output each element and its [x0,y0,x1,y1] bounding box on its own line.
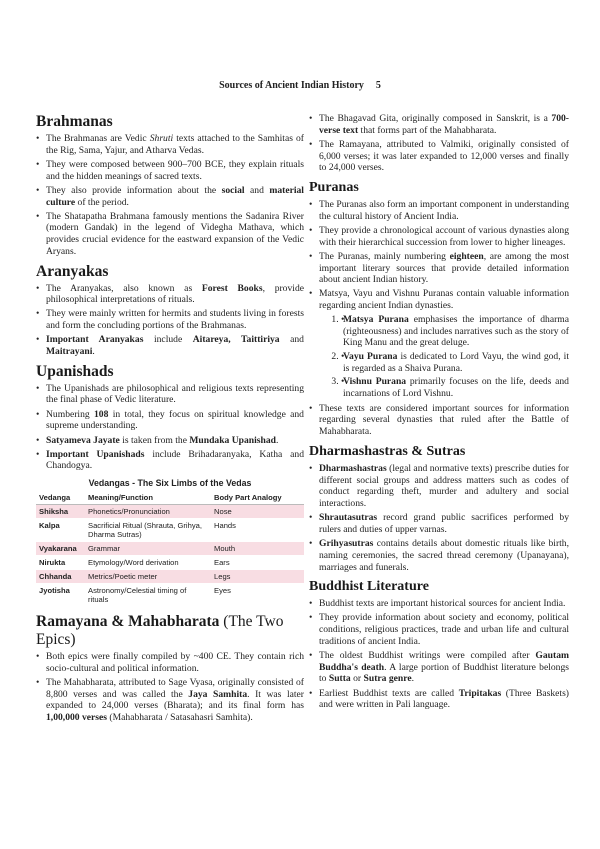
list-item: • Grihyasutras contains details about domestic rituals like birth, naming ceremonies, the sacred thread ceremony (Upanayana), marriages and funerals. [309,538,569,573]
table-cell: Legs [211,570,304,584]
page-number: 5 [375,80,381,91]
table-cell: Shiksha [36,505,85,519]
table-header-row [36,491,304,505]
table-cell: Eyes [211,584,304,607]
table-cell: Kalpa [36,519,85,542]
heading-puranas: Puranas [309,180,359,196]
column-header: Vedanga [36,491,85,505]
table-cell: Phonetics/Pronunciation [85,505,211,519]
list-item: • Buddhist texts are important historical sources for ancient India. [309,598,569,610]
section-dharmashastras [309,443,569,573]
running-header-title: Sources of Ancient Indian History [219,80,364,91]
column-header: Body Part Analogy [211,491,304,505]
table-cell: Ears [211,556,304,570]
list-aranyakas [36,283,304,358]
list-item: • The Ramayana, attributed to Valmiki, originally consisted of 6,000 verses; it was later expanded to 12,000 verses and finally to 24,000 verses. [309,139,569,174]
table-cell: Chhanda [36,570,85,584]
table-cell: Grammar [85,542,211,556]
list-brahmanas [36,133,304,258]
heading-epics: Ramayana & Mahabharata (The Two Epics) [36,613,284,649]
table-cell: Nirukta [36,556,85,570]
list-item: • Both epics were finally compiled by ~400 CE. They contain rich socio-cultural and political information. [36,651,304,674]
table-cell: Mouth [211,542,304,556]
section-brahmanas [36,113,304,258]
table-row [36,570,304,584]
section-aranyakas [36,263,304,358]
list-item: • These texts are considered important sources for information regarding several dynasties that ruled after the Battle of Mahabharata. [309,403,569,438]
list-item: • Shrautasutras record grand public sacrifices performed by rulers and duties of upper varnas. [309,512,569,535]
heading-upanishads: Upanishads [36,362,114,380]
table-row [36,584,304,607]
list-item: • They also provide information about the social and material culture of the period. [36,185,304,208]
table-cell: Etymology/Word derivation [85,556,211,570]
table-row [36,542,304,556]
list-item: • Important Aranyakas include Aitareya, Taittiriya and Maitrayani. [36,334,304,357]
list-upanishads [36,383,304,472]
list-item: • Earliest Buddhist texts are called Tripitakas (Three Baskets) and were written in Pali language. [309,688,569,711]
table-cell: Nose [211,505,304,519]
list-item: • The Aranyakas, also known as Forest Books, provide philosophical interpretations of rituals. [36,283,304,306]
list-item: • Matsya, Vayu and Vishnu Puranas contain valuable information regarding ancient Indian dynasties. • 1. Matsya Purana emphasises the importance of dharma (righteousness) and includes narratives such as the story of King Manu and the great deluge. • 2. Vayu Purana is dedicated to Lord Vayu, the wind god, it is regarded as a Shaiva Purana. • 3. Vishnu Purana primarily focuses on the life, deeds and incarnations of Lord Vishnu. [309,288,569,399]
numbered-item: • 1. Matsya Purana emphasises the importance of dharma (righteousness) and includes narratives such as the story of King Manu and the great deluge. [341,314,569,349]
section-epics [36,613,304,724]
list-item: • They were mainly written for hermits and students living in forests and form the concluding portions of the Brahmanas. [36,308,304,331]
numbered-item: • 2. Vayu Purana is dedicated to Lord Vayu, the wind god, it is regarded as a Shaiva Purana. [341,351,569,374]
table-cell: Jyotisha [36,584,85,607]
heading-buddhist: Buddhist Literature [309,579,429,595]
list-item: • The Bhagavad Gita, originally composed in Sanskrit, is a 700-verse text that forms part of the Mahabharata. [309,113,569,136]
right-column [309,113,569,716]
list-item: • Numbering 108 in total, they focus on spiritual knowledge and supreme understanding. [36,409,304,432]
left-column [36,113,304,729]
list-buddhist [309,598,569,711]
vedanga-table [36,491,304,607]
list-item: • The Upanishads are philosophical and religious texts representing the final phase of Vedic literature. [36,383,304,406]
vedanga-table-block [36,478,304,607]
list-item: • The oldest Buddhist writings were compiled after Gautam Buddha's death. A large portion of Buddhist literature belongs to Sutta or Sutra genre. [309,650,569,685]
list-item: • The Brahmanas are Vedic Shruti texts attached to the Samhitas of the Rig, Sama, Yajur, and Atharva Vedas. [36,133,304,156]
table-title: Vedangas - The Six Limbs of the Vedas [88,478,252,489]
list-item: • The Puranas, mainly numbering eighteen, are among the most important literary sources that provide detailed information about ancient Indian history. [309,251,569,286]
list-item: • Important Upanishads include Brihadaranyaka, Katha and Chandogya. [36,449,304,472]
column-header: Meaning/Function [85,491,211,505]
list-item: • The Mahabharata, attributed to Sage Vyasa, originally consisted of 8,800 verses and was called the Jaya Samhita. It was later expanded to 24,000 verses (Bharata); and its final form has 1,00,000 verses (Mahabharata / Satasahasri Samhita). [36,677,304,724]
list-epics-continued [309,113,569,174]
table-row [36,505,304,519]
table-row [36,519,304,542]
list-item: • They provide information about society and economy, political conditions, religious practices, trade and urban life and cultural traditions of ancient India. [309,612,569,647]
section-puranas [309,179,569,438]
list-epics [36,651,304,724]
running-header [0,80,600,91]
table-row [36,556,304,570]
section-upanishads [36,363,304,472]
numbered-item: • 3. Vishnu Purana primarily focuses on the life, deeds and incarnations of Lord Vishnu. [341,376,569,399]
heading-dharmashastras: Dharmashastras & Sutras [309,443,466,459]
list-item: • They were composed between 900–700 BCE, they explain rituals and the hidden meanings of sacred texts. [36,159,304,182]
list-item: • Satyameva Jayate is taken from the Mundaka Upanishad. [36,435,304,447]
table-cell: Vyakarana [36,542,85,556]
table-cell: Astronomy/Celestial timing of rituals [85,584,211,607]
list-item: • The Puranas also form an important component in understanding the cultural history of Ancient India. [309,199,569,222]
heading-brahmanas: Brahmanas [36,113,113,130]
table-cell: Metrics/Poetic meter [85,570,211,584]
heading-aranyakas: Aranyakas [36,262,109,280]
list-puranas [309,199,569,438]
numbered-list-puranas [319,314,569,400]
list-item: • Dharmashastras (legal and normative texts) prescribe duties for different social groups and address matters such as codes of conduct regarding theft, murder and adultery and social interactions. [309,463,569,510]
section-buddhist [309,578,569,711]
table-cell: Sacrificial Ritual (Shrauta, Grihya, Dharma Sutras) [85,519,211,542]
list-item: • They provide a chronological account of various dynasties along with their hierarchical succession from lower to higher lineages. [309,225,569,248]
list-dharmashastras [309,463,569,573]
list-item: • The Shatapatha Brahmana famously mentions the Sadanira River (modern Gandak) in the legend of Videgha Mathava, which provides crucial evidence for the eastward expansion of the Vedic Aryans. [36,211,304,258]
table-cell: Hands [211,519,304,542]
